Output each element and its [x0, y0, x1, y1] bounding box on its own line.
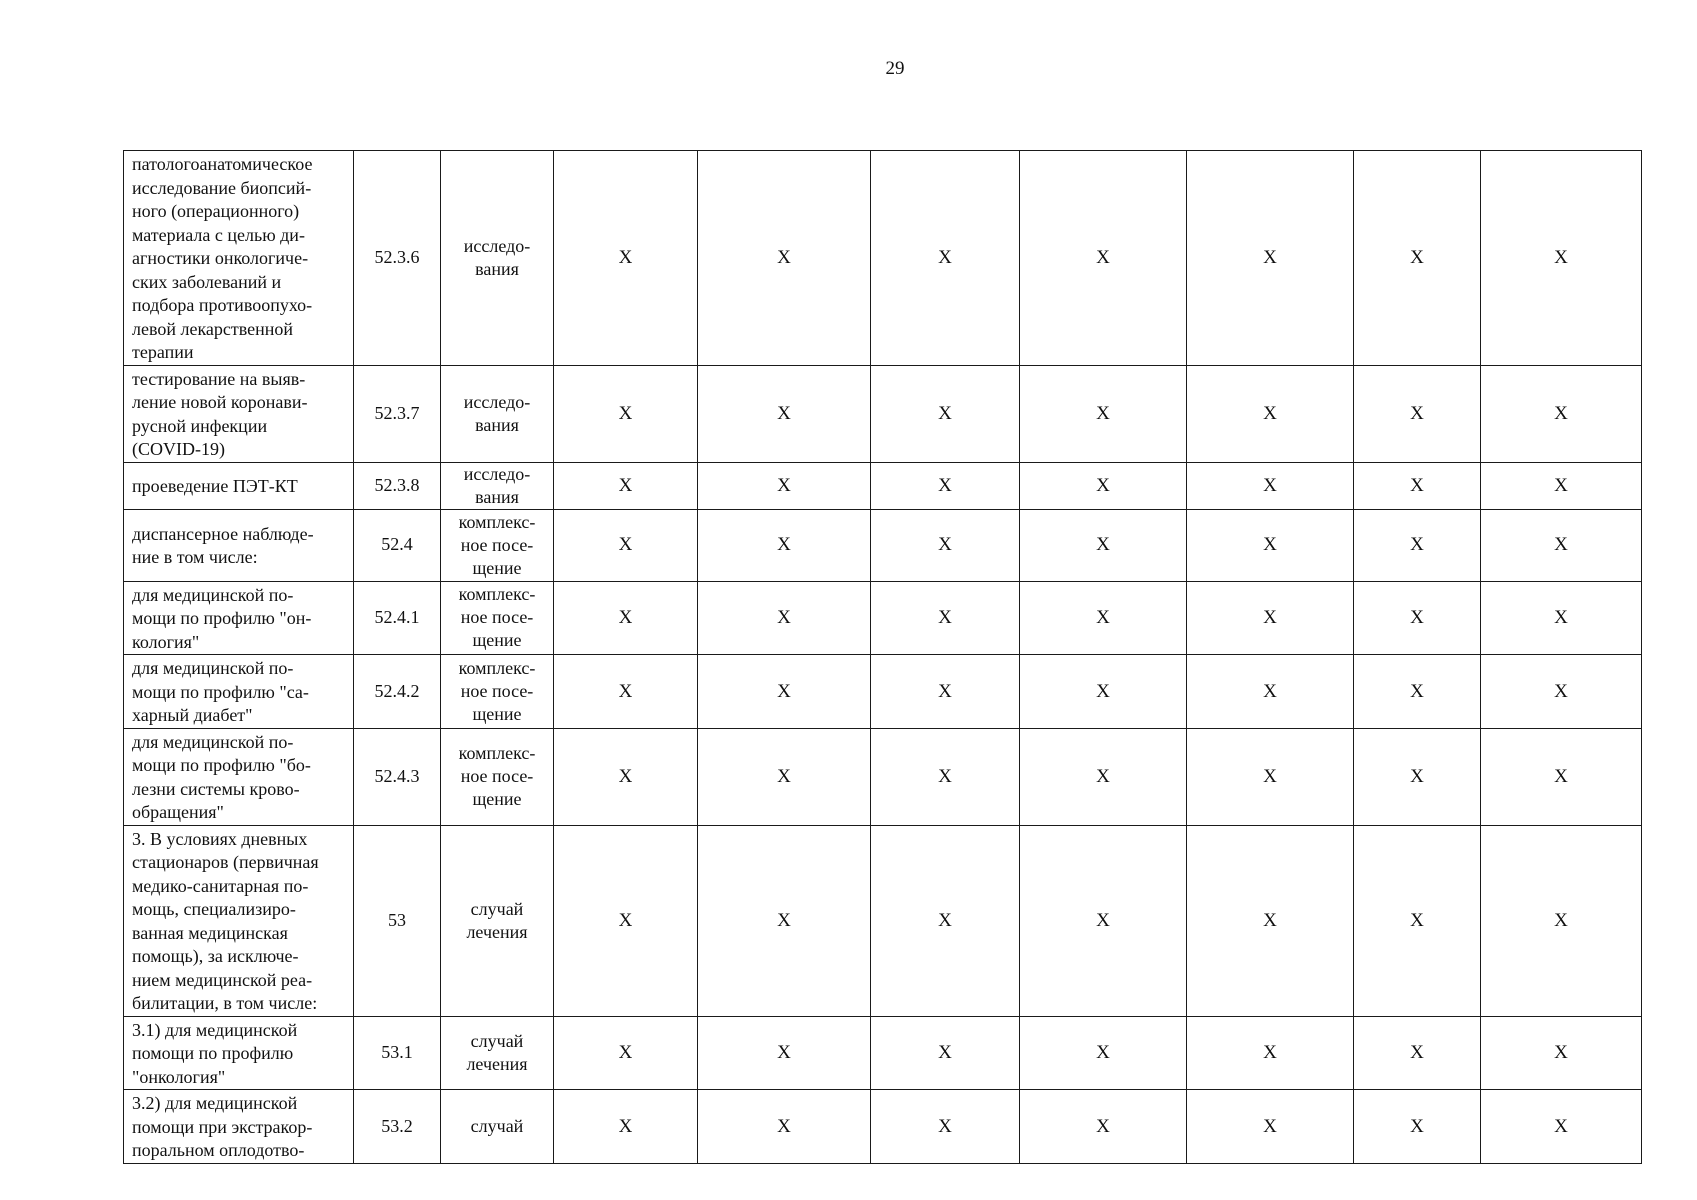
- mark-cell: X: [1020, 365, 1187, 462]
- table-body: [124, 151, 1642, 1164]
- row-unit-cell: [441, 728, 554, 825]
- table-row: [124, 151, 1642, 366]
- row-unit-cell: [441, 1090, 554, 1164]
- mark-cell: X: [1354, 728, 1481, 825]
- row-unit-line: исследо-: [463, 235, 531, 256]
- mark-cell: X: [1187, 825, 1354, 1016]
- row-unit-line: комплекс-: [458, 511, 536, 532]
- row-code-cell: 52.3.7: [354, 365, 441, 462]
- mark-cell: X: [1187, 1090, 1354, 1164]
- mark-cell: X: [698, 655, 871, 729]
- mark-cell: X: [1354, 581, 1481, 655]
- row-name-line: ление новой коронави-: [132, 392, 308, 412]
- row-name-cell: [124, 1090, 354, 1164]
- mark-cell: X: [1187, 655, 1354, 729]
- row-name-line: мощь, специализиро-: [132, 899, 296, 919]
- row-unit-line: щение: [472, 789, 522, 809]
- mark-cell: X: [871, 728, 1020, 825]
- mark-cell: X: [871, 1090, 1020, 1164]
- row-name-cell: [124, 1016, 354, 1090]
- mark-cell: X: [1354, 825, 1481, 1016]
- row-name-cell: [124, 728, 354, 825]
- row-unit-cell: [441, 151, 554, 366]
- row-name-line: 3.1) для медицинской: [132, 1019, 298, 1040]
- row-unit-line: вания: [475, 414, 519, 435]
- mark-cell: X: [1354, 1090, 1481, 1164]
- mark-cell: X: [1020, 1090, 1187, 1164]
- mark-cell: X: [1481, 728, 1642, 825]
- row-name-line: кология": [132, 631, 200, 652]
- mark-cell: X: [554, 365, 698, 462]
- row-name-line: "онкология": [132, 1066, 226, 1087]
- row-unit-cell: [441, 1016, 554, 1090]
- mark-cell: X: [698, 728, 871, 825]
- mark-cell: X: [1020, 509, 1187, 581]
- table-row: [124, 509, 1642, 581]
- row-unit-line: щение: [472, 557, 522, 578]
- mark-cell: X: [698, 509, 871, 581]
- mark-cell: X: [698, 581, 871, 655]
- mark-cell: X: [1481, 509, 1642, 581]
- mark-cell: X: [1187, 509, 1354, 581]
- mark-cell: X: [698, 365, 871, 462]
- mark-cell: X: [871, 581, 1020, 655]
- row-name-line: помощи при экстракор-: [132, 1116, 313, 1137]
- mark-cell: X: [698, 462, 871, 509]
- row-code-cell: 52.4.1: [354, 581, 441, 655]
- row-name-line: мощи по профилю "он-: [132, 608, 312, 628]
- row-code-cell: 52.3.8: [354, 462, 441, 509]
- row-name-line: русной инфекции: [132, 415, 268, 436]
- row-name-line: терапии: [132, 342, 194, 362]
- mark-cell: X: [1354, 151, 1481, 366]
- table-row: [124, 728, 1642, 825]
- mark-cell: X: [1187, 151, 1354, 366]
- mark-cell: X: [1187, 462, 1354, 509]
- row-unit-cell: [441, 365, 554, 462]
- mark-cell: X: [1481, 581, 1642, 655]
- mark-cell: X: [554, 509, 698, 581]
- mark-cell: X: [1020, 581, 1187, 655]
- row-name-line: 3. В условиях дневных: [132, 828, 308, 849]
- row-unit-cell: [441, 509, 554, 581]
- row-name-cell: [124, 462, 354, 509]
- row-code-cell: 53: [354, 825, 441, 1016]
- row-name-line: диспансерное наблюде-: [132, 523, 314, 544]
- row-unit-line: комплекс-: [458, 743, 536, 763]
- row-unit-line: вания: [475, 258, 519, 279]
- row-name-line: медико-санитарная по-: [132, 875, 309, 896]
- row-name-line: лезни системы крово-: [132, 778, 300, 799]
- row-unit-cell: [441, 655, 554, 729]
- mark-cell: X: [1020, 462, 1187, 509]
- row-code-cell: 52.4.2: [354, 655, 441, 729]
- row-unit-line: комплекс-: [458, 657, 536, 678]
- row-name-line: (COVID-19): [132, 439, 225, 459]
- row-unit-line: исследо-: [463, 463, 531, 484]
- mark-cell: X: [1020, 1016, 1187, 1090]
- row-name-line: ванная медицинская: [132, 922, 288, 943]
- row-unit-line: щение: [472, 703, 522, 724]
- row-code-cell: 52.4: [354, 509, 441, 581]
- row-name-line: материала с целью ди-: [132, 224, 305, 245]
- row-name-line: проеведение ПЭТ-КТ: [132, 475, 298, 496]
- mark-cell: X: [554, 825, 698, 1016]
- mark-cell: X: [1481, 365, 1642, 462]
- row-name-cell: [124, 825, 354, 1016]
- mark-cell: X: [871, 365, 1020, 462]
- mark-cell: X: [1481, 825, 1642, 1016]
- mark-cell: X: [871, 509, 1020, 581]
- mark-cell: X: [554, 1016, 698, 1090]
- row-name-line: нием медицинской реа-: [132, 969, 313, 990]
- row-unit-line: ное посе-: [460, 766, 534, 786]
- row-name-line: харный диабет": [132, 705, 253, 725]
- mark-cell: X: [698, 151, 871, 366]
- mark-cell: X: [1187, 1016, 1354, 1090]
- row-code-cell: 53.2: [354, 1090, 441, 1164]
- mark-cell: X: [698, 1016, 871, 1090]
- mark-cell: X: [1481, 151, 1642, 366]
- table-row: [124, 365, 1642, 462]
- row-name-line: агностики онкологиче-: [132, 248, 309, 268]
- mark-cell: X: [1354, 462, 1481, 509]
- table-row: [124, 462, 1642, 509]
- row-code-cell: 52.3.6: [354, 151, 441, 366]
- mark-cell: X: [1020, 655, 1187, 729]
- mark-cell: X: [1481, 462, 1642, 509]
- table-row: [124, 1090, 1642, 1164]
- mark-cell: X: [554, 728, 698, 825]
- mark-cell: X: [1020, 728, 1187, 825]
- row-name-line: патологоанатомическое: [132, 154, 313, 174]
- row-unit-line: случай: [470, 898, 524, 919]
- mark-cell: X: [871, 462, 1020, 509]
- mark-cell: X: [698, 1090, 871, 1164]
- row-unit-line: щение: [472, 630, 522, 651]
- row-unit-cell: [441, 462, 554, 509]
- mark-cell: X: [1020, 151, 1187, 366]
- row-unit-line: ное посе-: [460, 680, 534, 701]
- row-name-line: поральном оплодотво-: [132, 1140, 305, 1160]
- row-unit-line: лечения: [466, 1053, 528, 1074]
- mark-cell: X: [871, 825, 1020, 1016]
- mark-cell: X: [1187, 365, 1354, 462]
- row-name-line: тестирование на выяв-: [132, 368, 306, 389]
- table-row: [124, 581, 1642, 655]
- table-row: [124, 1016, 1642, 1090]
- mark-cell: X: [1354, 1016, 1481, 1090]
- mark-cell: X: [554, 462, 698, 509]
- row-name-cell: [124, 581, 354, 655]
- row-name-line: ских заболеваний и: [132, 271, 282, 292]
- row-name-line: исследование биопсий-: [132, 177, 312, 198]
- mark-cell: X: [1354, 365, 1481, 462]
- row-name-line: мощи по профилю "са-: [132, 681, 309, 702]
- row-code-cell: 53.1: [354, 1016, 441, 1090]
- row-name-line: для медицинской по-: [132, 658, 294, 678]
- mark-cell: X: [698, 825, 871, 1016]
- mark-cell: X: [1187, 728, 1354, 825]
- mark-cell: X: [1020, 825, 1187, 1016]
- row-unit-line: комплекс-: [458, 584, 536, 605]
- row-name-line: обращения": [132, 802, 224, 822]
- row-name-line: для медицинской по-: [132, 731, 294, 752]
- row-unit-line: лечения: [466, 921, 528, 942]
- row-unit-cell: [441, 581, 554, 655]
- mark-cell: X: [554, 581, 698, 655]
- row-name-cell: [124, 655, 354, 729]
- row-unit-line: ное посе-: [460, 534, 534, 555]
- row-unit-line: исследо-: [463, 391, 531, 412]
- row-unit-line: ное посе-: [460, 607, 534, 628]
- table-row: [124, 825, 1642, 1016]
- mark-cell: X: [1354, 509, 1481, 581]
- row-code-cell: 52.4.3: [354, 728, 441, 825]
- mark-cell: X: [554, 1090, 698, 1164]
- mark-cell: X: [1354, 655, 1481, 729]
- table-row: [124, 655, 1642, 729]
- mark-cell: X: [871, 151, 1020, 366]
- mark-cell: X: [1481, 1090, 1642, 1164]
- row-name-line: 3.2) для медицинской: [132, 1093, 298, 1113]
- row-unit-line: случай: [470, 1115, 524, 1136]
- row-name-line: ного (операционного): [132, 201, 300, 221]
- mark-cell: X: [871, 1016, 1020, 1090]
- row-name-line: левой лекарственной: [132, 318, 294, 339]
- mark-cell: X: [554, 151, 698, 366]
- mark-cell: X: [554, 655, 698, 729]
- mark-cell: X: [871, 655, 1020, 729]
- page-number: 29: [885, 58, 905, 79]
- row-name-line: подбора противоопухо-: [132, 295, 313, 315]
- row-name-line: помощь), за исключе-: [132, 946, 299, 966]
- mark-cell: X: [1481, 1016, 1642, 1090]
- row-name-line: помощи по профилю: [132, 1043, 294, 1063]
- row-name-line: стационаров (первичная: [132, 852, 319, 872]
- row-unit-line: случай: [470, 1030, 524, 1051]
- row-name-line: мощи по профилю "бо-: [132, 755, 311, 775]
- mark-cell: X: [1481, 655, 1642, 729]
- row-name-cell: [124, 509, 354, 581]
- mark-cell: X: [1187, 581, 1354, 655]
- row-unit-line: вания: [475, 486, 519, 507]
- row-name-cell: [124, 151, 354, 366]
- row-name-line: для медицинской по-: [132, 584, 294, 605]
- row-name-line: ние в том числе:: [132, 547, 258, 567]
- row-name-cell: [124, 365, 354, 462]
- row-unit-cell: [441, 825, 554, 1016]
- data-table: [123, 150, 1642, 1164]
- row-name-line: билитации, в том числе:: [132, 993, 318, 1013]
